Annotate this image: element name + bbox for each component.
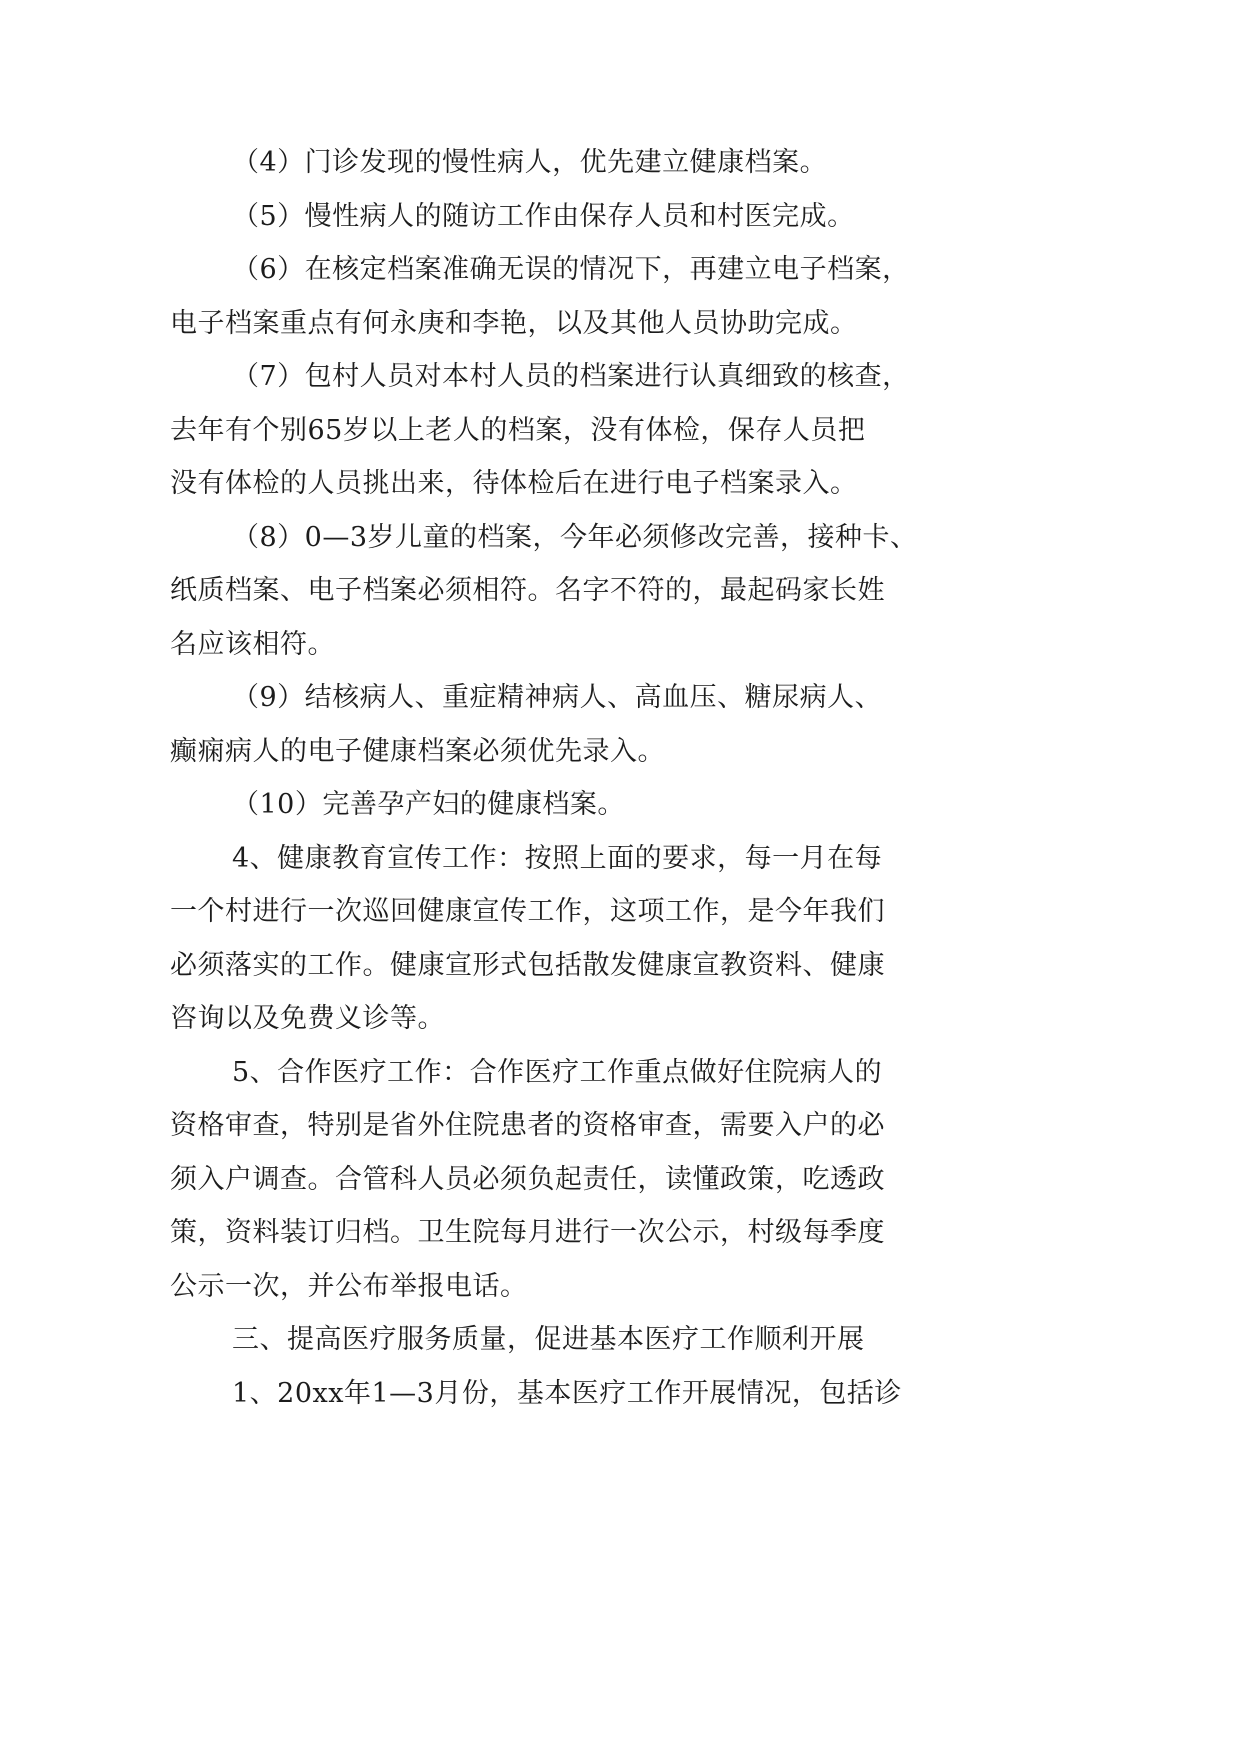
paragraph-line: （10）完善孕产妇的健康档案。 bbox=[232, 789, 625, 820]
paragraph-line: （6）在核定档案准确无误的情况下，再建立电子档案， bbox=[232, 254, 910, 285]
paragraph-section-5-cooperative-medical bbox=[170, 1046, 945, 1314]
section-heading-three bbox=[170, 1313, 945, 1367]
paragraph-item-10 bbox=[170, 778, 945, 832]
paragraph-line: （4）门诊发现的慢性病人，优先建立健康档案。 bbox=[232, 147, 828, 178]
paragraph-item-5 bbox=[170, 190, 945, 244]
paragraph-item-6 bbox=[170, 243, 945, 350]
paragraph-line: 必须落实的工作。健康宣形式包括散发健康宣教资料、健康 bbox=[170, 949, 885, 981]
paragraph-line: 名应该相符。 bbox=[170, 628, 335, 660]
paragraph-line: 5、合作医疗工作：合作医疗工作重点做好住院病人的 bbox=[232, 1056, 883, 1088]
paragraph-item-8 bbox=[170, 511, 945, 672]
document-body bbox=[170, 136, 945, 1420]
paragraph-line: 4、健康教育宣传工作：按照上面的要求，每一月在每 bbox=[232, 842, 883, 874]
paragraph-item-7 bbox=[170, 350, 945, 511]
paragraph-line: 1、20xx年1—3月份，基本医疗工作开展情况，包括诊 bbox=[232, 1377, 902, 1409]
paragraph-section-three-item-1 bbox=[170, 1367, 945, 1421]
paragraph-line: 一个村进行一次巡回健康宣传工作，这项工作，是今年我们 bbox=[170, 896, 885, 927]
paragraph-line: （7）包村人员对本村人员的档案进行认真细致的核查， bbox=[232, 361, 910, 392]
paragraph-line: 咨询以及免费义诊等。 bbox=[170, 1003, 445, 1034]
paragraph-line: 电子档案重点有何永庚和李艳，以及其他人员协助完成。 bbox=[170, 307, 858, 339]
paragraph-line: 去年有个别65岁以上老人的档案，没有体检，保存人员把 bbox=[170, 414, 866, 446]
paragraph-line: 癫痫病人的电子健康档案必须优先录入。 bbox=[170, 735, 665, 767]
paragraph-line: （8）0—3岁儿童的档案，今年必须修改完善，接种卡、 bbox=[232, 521, 918, 553]
paragraph-line: 策，资料装订归档。卫生院每月进行一次公示，村级每季度 bbox=[170, 1217, 885, 1248]
paragraph-line: 三、提高医疗服务质量，促进基本医疗工作顺利开展 bbox=[232, 1324, 865, 1355]
paragraph-item-9 bbox=[170, 671, 945, 778]
paragraph-line: 须入户调查。合管科人员必须负起责任，读懂政策，吃透政 bbox=[170, 1163, 885, 1195]
paragraph-line: 没有体检的人员挑出来，待体检后在进行电子档案录入。 bbox=[170, 468, 858, 499]
paragraph-line: （9）结核病人、重症精神病人、高血压、糖尿病人、 bbox=[232, 682, 883, 713]
paragraph-line: 资格审查，特别是省外住院患者的资格审查，需要入户的必 bbox=[170, 1110, 885, 1141]
paragraph-line: （5）慢性病人的随访工作由保存人员和村医完成。 bbox=[232, 200, 855, 232]
paragraph-section-4-health-education bbox=[170, 832, 945, 1046]
paragraph-line: 纸质档案、电子档案必须相符。名字不符的，最起码家长姓 bbox=[170, 575, 885, 606]
paragraph-line: 公示一次，并公布举报电话。 bbox=[170, 1270, 528, 1302]
paragraph-item-4 bbox=[170, 136, 945, 190]
